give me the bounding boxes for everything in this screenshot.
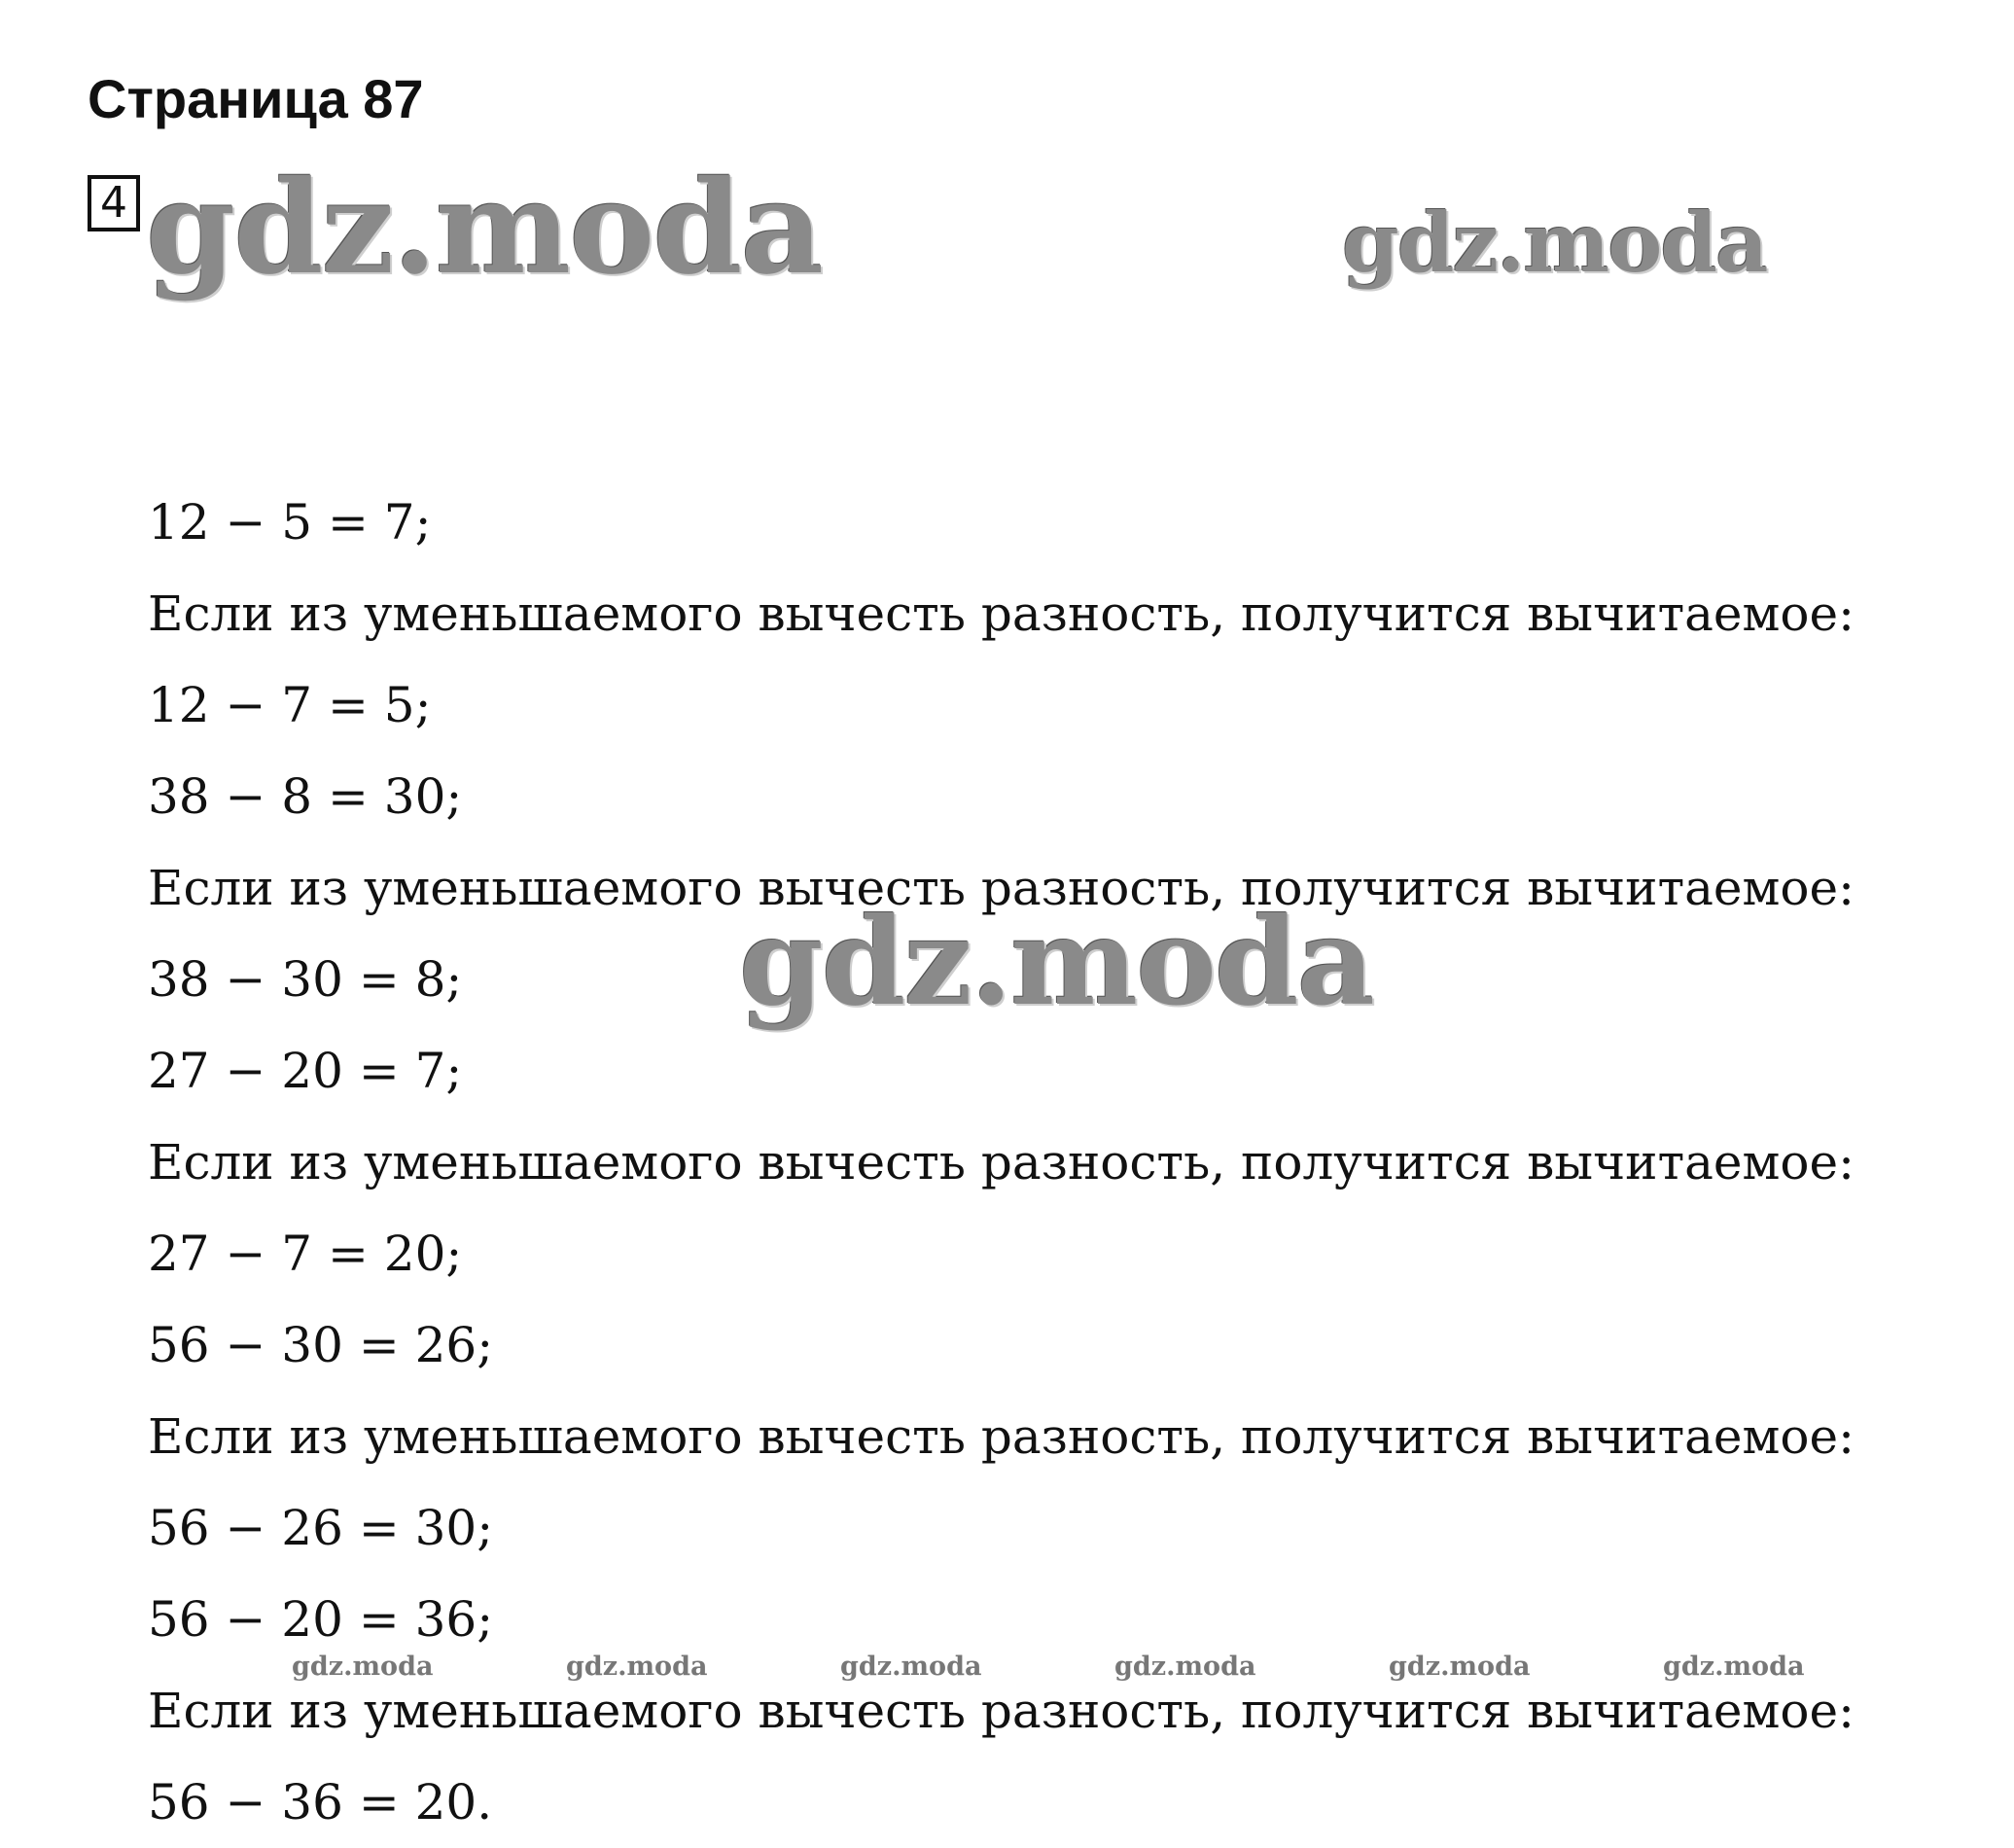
solution-line: 56 − 26 = 30; <box>148 1500 494 1556</box>
solution-line: 38 − 30 = 8; <box>148 951 463 1008</box>
watermark-small: gdz.moda <box>840 1652 982 1682</box>
watermark-logo-top-left: gdz.moda <box>146 153 823 303</box>
watermark-logo-center: gdz.moda <box>739 892 1373 1033</box>
solution-text <box>148 477 1855 1848</box>
watermark-small: gdz.moda <box>292 1652 434 1682</box>
solution-line: 12 − 7 = 5; <box>148 677 432 733</box>
solution-line: Если из уменьшаемого вычесть разность, получится вычитаемое: <box>148 860 1855 916</box>
watermark-small: gdz.moda <box>1663 1652 1805 1682</box>
solution-line: Если из уменьшаемого вычесть разность, получится вычитаемое: <box>148 1683 1855 1739</box>
solution-line: 56 − 20 = 36; <box>148 1591 494 1648</box>
solution-line: Если из уменьшаемого вычесть разность, получится вычитаемое: <box>148 586 1855 642</box>
solution-line: 27 − 20 = 7; <box>148 1043 463 1099</box>
watermark-small: gdz.moda <box>1114 1652 1256 1682</box>
watermark-logo-top-right: gdz.moda <box>1342 195 1767 291</box>
solution-line: Если из уменьшаемого вычесть разность, получится вычитаемое: <box>148 1408 1855 1465</box>
solution-line: 56 − 36 = 20. <box>148 1774 493 1830</box>
solution-line: 27 − 7 = 20; <box>148 1226 463 1282</box>
task-number-box: 4 <box>88 175 140 231</box>
watermark-small: gdz.moda <box>566 1652 708 1682</box>
solution-line: 38 − 8 = 30; <box>148 768 463 825</box>
page-title: Страница 87 <box>88 68 424 129</box>
solution-line: 12 − 5 = 7; <box>148 494 432 551</box>
watermark-small: gdz.moda <box>1389 1652 1531 1682</box>
solution-line: Если из уменьшаемого вычесть разность, получится вычитаемое: <box>148 1134 1855 1191</box>
solution-line: 56 − 30 = 26; <box>148 1317 494 1373</box>
